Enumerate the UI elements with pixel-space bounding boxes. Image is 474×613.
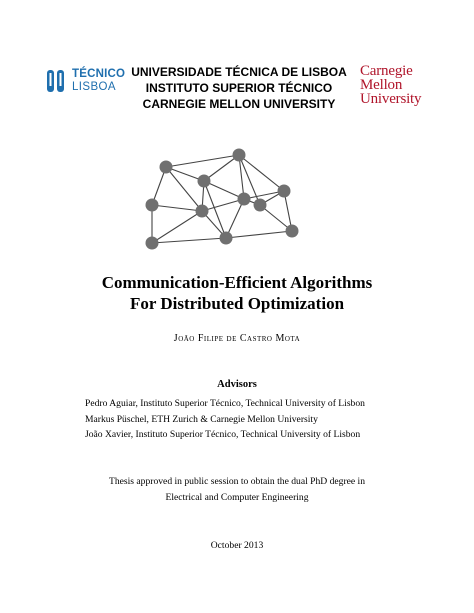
ist-wordmark [72,68,125,94]
ist-emblem-icon [46,68,66,94]
thesis-title [0,272,474,314]
graph-edge [166,155,239,167]
graph-edge [152,238,226,243]
header-line-cmu: CARNEGIE MELLON UNIVERSITY [142,97,336,111]
graph-edge [152,205,202,211]
thesis-date: October 2013 [210,540,264,551]
approval-statement [60,474,414,506]
graph-edge [202,199,244,211]
graph-node [196,205,209,218]
graph-node [146,237,159,250]
header-line-utl: UNIVERSIDADE TÉCNICA DE LISBOA [131,65,347,79]
graph-node [278,185,291,198]
cmu-logo [360,64,436,106]
graph-edge [204,155,239,181]
advisor-entry: Markus Püschel, ETH Zurich & Carnegie Mellon University [85,413,318,425]
author-name: João Filipe de Castro Mota [173,333,301,344]
ist-logo [46,68,126,96]
advisor-entry: João Xavier, Instituto Superior Técnico, Technical University of Lisbon [85,429,361,440]
graph-node [238,193,251,206]
advisors-list [85,396,405,443]
graph-node [220,232,233,245]
graph-node [198,175,211,188]
approval-line2: Electrical and Computer Engineering [165,492,309,503]
cmu-logo-line3: University [360,91,422,107]
title-line2: For Distributed Optimization [129,294,345,313]
graph-node [146,199,159,212]
graph-edge [152,211,202,243]
graph-edge [226,231,292,238]
advisor-entry: Pedro Aguiar, Instituto Superior Técnico, Technical University of Lisbon [85,398,365,409]
graph-node [233,149,246,162]
approval-line1: Thesis approved in public session to obtain the dual PhD degree in [108,476,366,487]
graph-node [254,199,267,212]
graph-node [160,161,173,174]
advisors-heading: Advisors [217,379,257,390]
network-graph-illustration [134,145,304,255]
graph-node [286,225,299,238]
graph-nodes [146,149,299,250]
graph-edges [152,155,292,243]
university-header [130,64,348,112]
title-line1: Communication-Efficient Algorithms [101,273,373,292]
ist-name-line1: TÉCNICO [72,68,126,80]
graph-edge [239,155,284,191]
header-line-ist: INSTITUTO SUPERIOR TÉCNICO [145,81,333,95]
cmu-logo-line2: Mellon [360,77,403,93]
cmu-logo-line1: Carnegie [360,63,413,79]
ist-name-line2: LISBOA [72,81,116,93]
